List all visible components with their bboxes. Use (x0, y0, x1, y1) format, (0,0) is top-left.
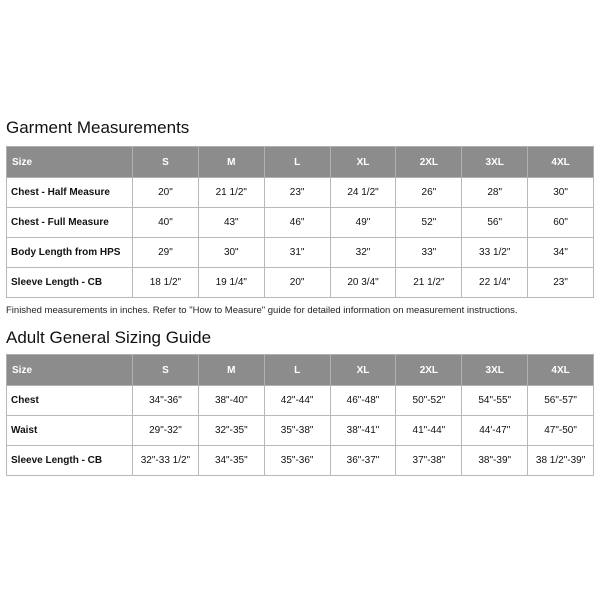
table-row (7, 416, 594, 446)
table-cell: 46" (264, 208, 330, 238)
adult-sizing-guide-title: Adult General Sizing Guide (6, 328, 212, 347)
table-cell: 43" (198, 208, 264, 238)
table-cell: 32"-33 1/2" (133, 446, 199, 476)
row-label: Chest (7, 386, 133, 416)
table-cell: 41"-44" (396, 416, 462, 446)
table-cell: 54"-55" (462, 386, 528, 416)
size-header-m: M (198, 355, 264, 386)
table-row (7, 208, 594, 238)
table-cell: 30" (528, 178, 594, 208)
table-cell: 23" (528, 268, 594, 298)
table-cell: 60" (528, 208, 594, 238)
size-header-2xl: 2XL (396, 147, 462, 178)
size-column-header: Size (7, 147, 133, 178)
table-cell: 32" (330, 238, 396, 268)
table-cell: 49" (330, 208, 396, 238)
row-label: Chest - Half Measure (7, 178, 133, 208)
table-cell: 40" (133, 208, 199, 238)
table-cell: 35"-36" (264, 446, 330, 476)
size-header-4xl: 4XL (528, 355, 594, 386)
table-cell: 56"-57" (528, 386, 594, 416)
table-cell: 44'-47" (462, 416, 528, 446)
table-cell: 50"-52" (396, 386, 462, 416)
table-cell: 38"-39" (462, 446, 528, 476)
row-label: Waist (7, 416, 133, 446)
table-cell: 38"-40" (198, 386, 264, 416)
table-header-row (7, 355, 594, 386)
table-cell: 46"-48" (330, 386, 396, 416)
size-column-header: Size (7, 355, 133, 386)
size-header-l: L (264, 355, 330, 386)
adult-sizing-guide-table (6, 354, 594, 476)
table-cell: 42"-44" (264, 386, 330, 416)
table-cell: 26" (396, 178, 462, 208)
table-cell: 29"-32" (133, 416, 199, 446)
measurement-footnote: Finished measurements in inches. Refer to "How to Measure" guide for detailed information on measurement instructions. (6, 305, 518, 316)
table-cell: 20 3/4" (330, 268, 396, 298)
table-cell: 56" (462, 208, 528, 238)
size-header-3xl: 3XL (462, 147, 528, 178)
table-cell: 34"-35" (198, 446, 264, 476)
table-cell: 33 1/2" (462, 238, 528, 268)
table-cell: 21 1/2" (396, 268, 462, 298)
size-header-m: M (198, 147, 264, 178)
table-cell: 20" (264, 268, 330, 298)
table-cell: 21 1/2" (198, 178, 264, 208)
table-cell: 35"-38" (264, 416, 330, 446)
table-cell: 30" (198, 238, 264, 268)
table-row (7, 446, 594, 476)
size-header-3xl: 3XL (462, 355, 528, 386)
garment-measurements-table (6, 146, 594, 298)
table-cell: 52" (396, 208, 462, 238)
table-cell: 29" (133, 238, 199, 268)
table-cell: 36"-37" (330, 446, 396, 476)
table-cell: 23" (264, 178, 330, 208)
table-cell: 32"-35" (198, 416, 264, 446)
table-cell: 19 1/4" (198, 268, 264, 298)
table-cell: 22 1/4" (462, 268, 528, 298)
table-cell: 28" (462, 178, 528, 208)
row-label: Body Length from HPS (7, 238, 133, 268)
table-cell: 18 1/2" (133, 268, 199, 298)
size-header-s: S (133, 147, 199, 178)
garment-measurements-title: Garment Measurements (6, 118, 190, 137)
table-cell: 24 1/2" (330, 178, 396, 208)
table-row (7, 268, 594, 298)
table-cell: 38 1/2"-39" (528, 446, 594, 476)
table-cell: 34" (528, 238, 594, 268)
table-cell: 38"-41" (330, 416, 396, 446)
table-cell: 34"-36" (133, 386, 199, 416)
table-cell: 37"-38" (396, 446, 462, 476)
size-header-xl: XL (330, 147, 396, 178)
size-header-s: S (133, 355, 199, 386)
row-label: Sleeve Length - CB (7, 446, 133, 476)
table-row (7, 386, 594, 416)
size-header-4xl: 4XL (528, 147, 594, 178)
table-row (7, 178, 594, 208)
row-label: Chest - Full Measure (7, 208, 133, 238)
size-header-xl: XL (330, 355, 396, 386)
table-cell: 31" (264, 238, 330, 268)
size-header-2xl: 2XL (396, 355, 462, 386)
table-cell: 20" (133, 178, 199, 208)
row-label: Sleeve Length - CB (7, 268, 133, 298)
table-cell: 47"-50" (528, 416, 594, 446)
table-cell: 33" (396, 238, 462, 268)
size-header-l: L (264, 147, 330, 178)
table-row (7, 238, 594, 268)
table-header-row (7, 147, 594, 178)
